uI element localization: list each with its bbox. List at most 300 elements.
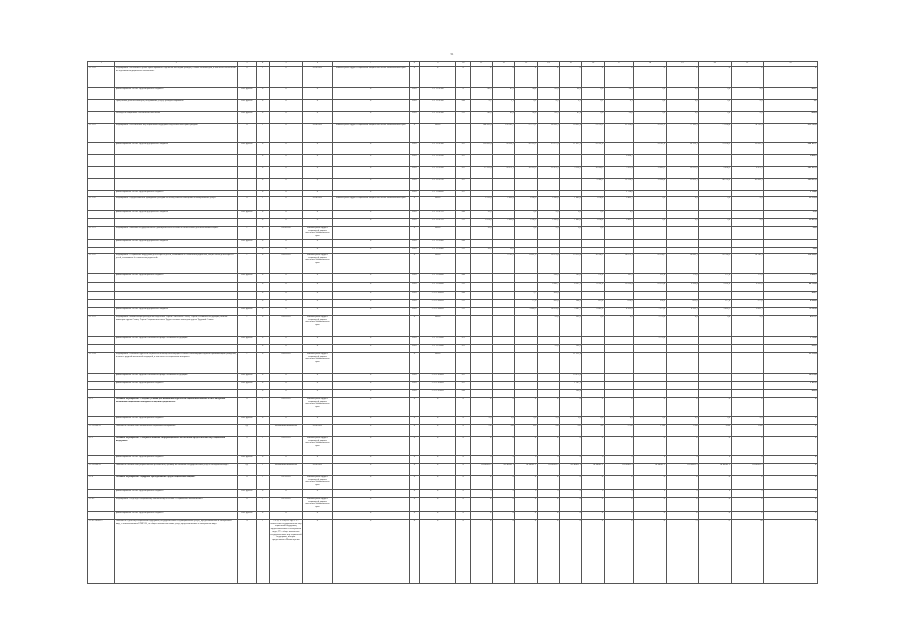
- table-cell: Не менее 1: [560, 464, 582, 476]
- table-cell: [731, 353, 763, 374]
- table-cell: X: [332, 248, 409, 254]
- table-cell: 1 500: [666, 425, 698, 437]
- table-cell: X: [332, 490, 409, 498]
- table-cell: X: [634, 437, 666, 456]
- table-cell: 0003: [409, 390, 419, 398]
- table-cell: X: [332, 425, 409, 437]
- table-cell: [731, 382, 763, 390]
- table-cell: 1: [256, 124, 269, 143]
- table-cell: [537, 374, 559, 382]
- table-cell: X: [269, 167, 303, 179]
- table-cell: 0,0: [582, 88, 604, 100]
- table-cell: [537, 179, 559, 191]
- table-cell: 0,1: [470, 100, 492, 112]
- table-cell: [332, 227, 409, 240]
- row-code-cell: [88, 179, 115, 191]
- row-total-cell: 5 733,6: [764, 337, 818, 345]
- table-cell: [604, 337, 633, 345]
- table-cell: 700: [470, 425, 492, 437]
- table-cell: X: [269, 219, 303, 227]
- table-cell: 171 11 51370: [419, 211, 456, 219]
- table-cell: 0,0: [582, 417, 604, 425]
- row-total-cell: X: [764, 425, 818, 437]
- column-number-cell: 8: [409, 62, 419, 67]
- table-cell: 50,5: [604, 88, 633, 100]
- table-cell: X: [332, 112, 409, 124]
- table-cell: X: [409, 353, 419, 374]
- table-cell: [634, 211, 666, 219]
- table-cell: 0: [634, 456, 666, 464]
- table-cell: X: [409, 254, 419, 274]
- table-cell: [634, 292, 666, 300]
- table-cell: 51 705,3: [582, 124, 604, 143]
- table-cell: [666, 353, 698, 374]
- table-cell: X: [419, 456, 456, 464]
- table-cell: 20,0: [493, 248, 515, 254]
- row-description-cell: финансирование за счет средств федерального бюджета: [115, 211, 238, 219]
- table-cell: 16 394,7: [634, 254, 666, 274]
- table-cell: 93,6: [537, 345, 559, 353]
- table-cell: [456, 124, 470, 143]
- table-cell: X: [303, 490, 332, 498]
- table-cell: X: [419, 520, 456, 584]
- table-row: [88, 337, 818, 345]
- table-cell: X: [332, 308, 409, 316]
- table-cell: X: [256, 456, 269, 464]
- table-cell: X: [269, 292, 303, 300]
- table-cell: [666, 337, 698, 345]
- table-cell: 171 11 55000: [419, 337, 456, 345]
- row-code-cell: 1.1.1.23: [88, 316, 115, 337]
- row-total-cell: 71 915,8: [764, 308, 818, 316]
- table-cell: X: [256, 316, 269, 337]
- column-number-cell: 21: [731, 62, 763, 67]
- table-cell: [582, 337, 604, 345]
- table-cell: 0,0: [731, 197, 763, 211]
- table-cell: X: [409, 498, 419, 512]
- row-description-cell: финансирование за счет средств краевого бюджета: [115, 456, 238, 464]
- table-cell: 171 11 51370: [419, 219, 456, 227]
- table-cell: X: [269, 337, 303, 345]
- table-cell: 0,0: [666, 100, 698, 112]
- table-cell: X: [409, 476, 419, 490]
- table-row: [88, 124, 818, 143]
- table-cell: 44,8: [515, 88, 537, 100]
- table-cell: X: [332, 390, 409, 398]
- table-cell: [582, 382, 604, 390]
- table-cell: 0,0: [634, 112, 666, 124]
- table-cell: X: [456, 456, 470, 464]
- table-cell: [731, 155, 763, 167]
- table-cell: [582, 345, 604, 353]
- table-row: [88, 219, 818, 227]
- table-cell: X: [731, 476, 763, 490]
- row-total-cell: X: [764, 456, 818, 464]
- table-cell: [560, 240, 582, 248]
- table-cell: 0003: [409, 337, 419, 345]
- page-number: 51: [450, 52, 454, 56]
- table-cell: X: [269, 155, 303, 167]
- table-cell: 9 960,4: [666, 283, 698, 292]
- table-cell: [515, 337, 537, 345]
- table-cell: X: [537, 67, 559, 88]
- table-cell: 0,1: [560, 100, 582, 112]
- table-cell: 322: [456, 191, 470, 197]
- table-cell: X: [256, 191, 269, 197]
- table-cell: [537, 155, 559, 167]
- table-cell: 1 845,6: [560, 197, 582, 211]
- table-cell: X: [604, 476, 633, 490]
- table-cell: 171,0: [731, 274, 763, 283]
- table-cell: X: [515, 512, 537, 520]
- table-cell: 53 911,6: [634, 143, 666, 155]
- table-cell: 9 966,9: [582, 179, 604, 191]
- table-cell: 17,0: [515, 300, 537, 308]
- table-cell: X: [470, 498, 492, 512]
- row-total-cell: 293,2: [764, 345, 818, 353]
- table-cell: [238, 179, 256, 191]
- table-cell: 0,0: [699, 417, 731, 425]
- table-cell: 5 733,6: [634, 316, 666, 337]
- table-cell: 698,0: [634, 300, 666, 308]
- table-cell: [604, 292, 633, 300]
- table-cell: 6 397,3: [560, 283, 582, 292]
- row-description-cell: Расходы на социальное обеспечение населения: [115, 112, 238, 124]
- row-code-cell: [88, 300, 115, 308]
- table-cell: 823,8: [582, 300, 604, 308]
- table-cell: 1: [256, 398, 269, 417]
- table-cell: [470, 240, 492, 248]
- table-cell: 123 605,4: [470, 143, 492, 155]
- table-cell: 45,0: [515, 112, 537, 124]
- table-cell: 221,8: [634, 274, 666, 283]
- table-cell: X: [269, 191, 303, 197]
- table-cell: [456, 316, 470, 337]
- table-cell: [256, 425, 269, 437]
- table-cell: [560, 337, 582, 345]
- table-cell: 171 11 51980: [419, 100, 456, 112]
- table-cell: 171 11 R0820: [419, 308, 456, 316]
- table-cell: 71 308,6: [699, 124, 731, 143]
- table-cell: Не менее 1: [470, 464, 492, 476]
- table-cell: [470, 179, 492, 191]
- table-cell: 322: [456, 143, 470, 155]
- column-number-cell: 3: [238, 62, 256, 67]
- table-cell: 5 226,2: [560, 167, 582, 179]
- table-cell: X: [238, 398, 256, 417]
- table-cell: 75: [666, 520, 698, 584]
- table-cell: 12 030,4: [604, 283, 633, 292]
- row-code-cell: [88, 390, 115, 398]
- table-cell: X: [332, 300, 409, 308]
- table-cell: 0003: [409, 240, 419, 248]
- table-cell: X: [256, 143, 269, 155]
- table-cell: X: [560, 512, 582, 520]
- table-cell: X: [666, 498, 698, 512]
- table-cell: 0,0: [731, 112, 763, 124]
- table-cell: 0,0: [604, 417, 633, 425]
- table-cell: 0,0: [731, 417, 763, 425]
- table-cell: X: [269, 274, 303, 283]
- table-cell: [582, 390, 604, 398]
- row-code-cell: [88, 308, 115, 316]
- table-cell: [515, 374, 537, 382]
- table-cell: X: [332, 512, 409, 520]
- table-cell: [470, 382, 492, 390]
- table-cell: [470, 274, 492, 283]
- table-cell: X: [515, 520, 537, 584]
- table-cell: 3 866,7: [604, 155, 633, 167]
- row-description-cell: Мероприятие «Компенсация расходов на погребение Героев Советского Союза, Героев Российской Федерации, полных кавалеров ордена Славы, Героев Социалистического Труда и полных кавалеров ордена Трудовой Славы»: [115, 316, 238, 337]
- table-cell: [332, 316, 409, 337]
- table-cell: X: [256, 219, 269, 227]
- table-cell: 322: [456, 167, 470, 179]
- row-total-cell: X: [764, 398, 818, 417]
- table-cell: 171 11 52500: [419, 167, 456, 179]
- table-cell: 57 077,9: [537, 143, 559, 155]
- table-row: [88, 167, 818, 179]
- table-cell: [699, 211, 731, 219]
- table-cell: 313: [456, 112, 470, 124]
- table-cell: X: [731, 437, 763, 456]
- table-cell: [238, 345, 256, 353]
- table-cell: X: [332, 398, 409, 417]
- table-cell: X: [699, 437, 731, 456]
- row-code-cell: 1.1.1.20: [88, 197, 115, 211]
- table-cell: 171 11 R0820: [419, 292, 456, 300]
- table-cell: [515, 382, 537, 390]
- table-cell: 743,0: [470, 112, 492, 124]
- table-cell: 0,0: [582, 227, 604, 240]
- row-total-cell: X: [764, 437, 818, 456]
- table-cell: X: [409, 417, 419, 425]
- row-code-cell: 1.1.4.1: [88, 498, 115, 512]
- table-cell: Всего: [419, 353, 456, 374]
- table-cell: X: [409, 512, 419, 520]
- table-cell: 59 091,8: [560, 124, 582, 143]
- table-cell: 0,0: [537, 211, 559, 219]
- table-cell: [515, 155, 537, 167]
- table-cell: X: [269, 382, 303, 390]
- table-cell: 0: [666, 456, 698, 464]
- table-cell: Всего: [419, 197, 456, 211]
- table-cell: 3 947,7: [560, 308, 582, 316]
- row-total-cell: 3 794,6: [764, 191, 818, 197]
- table-cell: 2014-2025: [303, 197, 332, 211]
- row-description-cell: Мероприятие «Бесплатное зубное протезирование отдельных категорий граждан, а также пенсионеров, в том числе обеспечение их изделиями медицинского назначения»: [115, 67, 238, 88]
- table-cell: 9 991,0: [731, 283, 763, 292]
- table-cell: 0,0: [560, 227, 582, 240]
- table-cell: [515, 345, 537, 353]
- table-cell: X: [493, 520, 515, 584]
- table-cell: 171 11 51980: [419, 112, 456, 124]
- table-cell: X: [269, 240, 303, 248]
- table-cell: тыс. рублей: [238, 100, 256, 112]
- table-cell: 0,0: [666, 112, 698, 124]
- table-cell: X: [256, 112, 269, 124]
- row-description-cell: [115, 300, 238, 308]
- table-cell: 171 11 48000: [419, 191, 456, 197]
- row-description-cell: финансирование за счет средств краевого бюджета: [115, 274, 238, 283]
- table-cell: [493, 374, 515, 382]
- table-cell: X: [332, 417, 409, 425]
- table-cell: X: [303, 512, 332, 520]
- table-cell: 0: [515, 490, 537, 498]
- column-number-cell: 14: [537, 62, 559, 67]
- table-row: [88, 398, 818, 417]
- table-row: [88, 211, 818, 219]
- table-cell: 0: [604, 456, 633, 464]
- table-cell: X: [303, 274, 332, 283]
- table-cell: тыс. рублей: [238, 88, 256, 100]
- table-cell: 0: [560, 490, 582, 498]
- row-description-cell: Процентная доля пенсионеров, получивших услугу зубопротезирования: [115, 100, 238, 112]
- table-cell: тыс. рублей: [238, 374, 256, 382]
- table-cell: 10 976,3: [515, 167, 537, 179]
- table-cell: X: [332, 374, 409, 382]
- table-cell: [699, 227, 731, 240]
- table-cell: 171 11 00000: [419, 274, 456, 283]
- table-cell: X: [269, 112, 303, 124]
- table-cell: 322: [456, 179, 470, 191]
- table-cell: 0003: [409, 219, 419, 227]
- table-cell: [560, 179, 582, 191]
- table-cell: 21 521,4: [560, 353, 582, 374]
- table-cell: [699, 337, 731, 345]
- table-cell: 87,0: [493, 88, 515, 100]
- row-description-cell: финансирование за счет средств федерального бюджета: [115, 308, 238, 316]
- table-cell: 93,6: [537, 316, 559, 337]
- table-cell: X: [582, 437, 604, 456]
- table-cell: Всего: [419, 227, 456, 240]
- row-total-cell: X: [764, 464, 818, 476]
- table-cell: X: [470, 520, 492, 584]
- table-cell: Не менее 1: [515, 464, 537, 476]
- table-cell: X: [409, 197, 419, 211]
- table-cell: абсолютный показатель: [269, 425, 303, 437]
- table-cell: 0: [666, 490, 698, 498]
- table-cell: X: [493, 498, 515, 512]
- table-cell: 2016-2025: [269, 398, 303, 417]
- table-cell: тыс. рублей: [238, 308, 256, 316]
- row-code-cell: [88, 417, 115, 425]
- column-number-cell: 15: [560, 62, 582, 67]
- table-cell: 0003: [409, 155, 419, 167]
- table-cell: 2,7: [515, 292, 537, 300]
- table-cell: 1: [256, 437, 269, 456]
- row-code-cell: [88, 337, 115, 345]
- table-cell: 1 356,9: [515, 219, 537, 227]
- table-cell: X: [303, 337, 332, 345]
- table-cell: [515, 179, 537, 191]
- table-cell: 175,0: [666, 274, 698, 283]
- table-cell: 77 162,5: [666, 124, 698, 143]
- table-cell: X: [515, 476, 537, 490]
- table-cell: X: [409, 124, 419, 143]
- table-cell: 2014-2020: [269, 227, 303, 240]
- table-cell: 171 11 00000: [419, 283, 456, 292]
- table-cell: 2000: [699, 425, 731, 437]
- table-cell: 0,0: [634, 219, 666, 227]
- table-cell: 0: [537, 490, 559, 498]
- table-cell: 11 855,1: [666, 179, 698, 191]
- table-cell: [731, 337, 763, 345]
- table-cell: 0,0: [699, 100, 731, 112]
- table-cell: X: [699, 67, 731, 88]
- table-cell: [699, 353, 731, 374]
- table-cell: 568,3: [560, 300, 582, 308]
- table-cell: X: [634, 67, 666, 88]
- table-cell: 0: [582, 456, 604, 464]
- column-number-cell: 22: [764, 62, 818, 67]
- table-cell: X: [332, 88, 409, 100]
- table-cell: 200,2: [560, 345, 582, 353]
- table-cell: 1: [256, 476, 269, 490]
- table-cell: [332, 353, 409, 374]
- table-cell: [470, 300, 492, 308]
- table-cell: Министерство труда и социальной защиты населения Забайкальского края: [303, 398, 332, 417]
- table-cell: X: [269, 211, 303, 219]
- table-cell: Министерство труда и социальной защиты населения Забайкальского края: [303, 476, 332, 490]
- table-cell: 950: [560, 425, 582, 437]
- row-description-cell: Мероприятие «Выплата государственного единовременного пособия и ежемесячной денежной компенсации»: [115, 227, 238, 240]
- table-cell: X: [456, 398, 470, 417]
- table-cell: 171 11 52400: [419, 248, 456, 254]
- table-cell: X: [332, 520, 409, 584]
- table-cell: X: [604, 67, 633, 88]
- table-cell: X: [493, 67, 515, 88]
- table-cell: X: [666, 512, 698, 520]
- table-row: [88, 464, 818, 476]
- table-cell: 0,0: [582, 211, 604, 219]
- table-cell: тыс. рублей: [238, 143, 256, 155]
- table-cell: X: [409, 456, 419, 464]
- row-description-cell: [115, 155, 238, 167]
- table-row: [88, 417, 818, 425]
- table-cell: [699, 382, 731, 390]
- table-cell: X: [256, 512, 269, 520]
- table-cell: [456, 353, 470, 374]
- table-cell: 2 690,6: [493, 197, 515, 211]
- table-cell: 0003: [409, 100, 419, 112]
- table-cell: X: [256, 155, 269, 167]
- row-code-cell: 1.1.4.1.ПОКАЗ: [88, 520, 115, 584]
- table-cell: 0003: [409, 292, 419, 300]
- table-row: [88, 476, 818, 490]
- row-description-cell: [115, 179, 238, 191]
- table-cell: 1 298,6: [582, 219, 604, 227]
- row-total-cell: X: [764, 490, 818, 498]
- table-cell: 313: [456, 308, 470, 316]
- table-cell: [582, 240, 604, 248]
- table-cell: X: [303, 456, 332, 464]
- row-code-cell: [88, 382, 115, 390]
- table-cell: 0,0: [699, 88, 731, 100]
- table-cell: 19 073,8: [560, 374, 582, 382]
- table-cell: [537, 240, 559, 248]
- table-cell: X: [303, 211, 332, 219]
- table-cell: X: [456, 417, 470, 425]
- column-number-cell: 4: [256, 62, 269, 67]
- row-total-cell: 2,1: [764, 100, 818, 112]
- table-cell: [604, 345, 633, 353]
- table-cell: 20,0: [470, 248, 492, 254]
- table-cell: 0,1: [582, 100, 604, 112]
- row-code-cell: 1.1.1.18: [88, 67, 115, 88]
- table-cell: 0,0: [634, 197, 666, 211]
- column-number-cell: 10: [456, 62, 470, 67]
- table-cell: X: [419, 464, 456, 476]
